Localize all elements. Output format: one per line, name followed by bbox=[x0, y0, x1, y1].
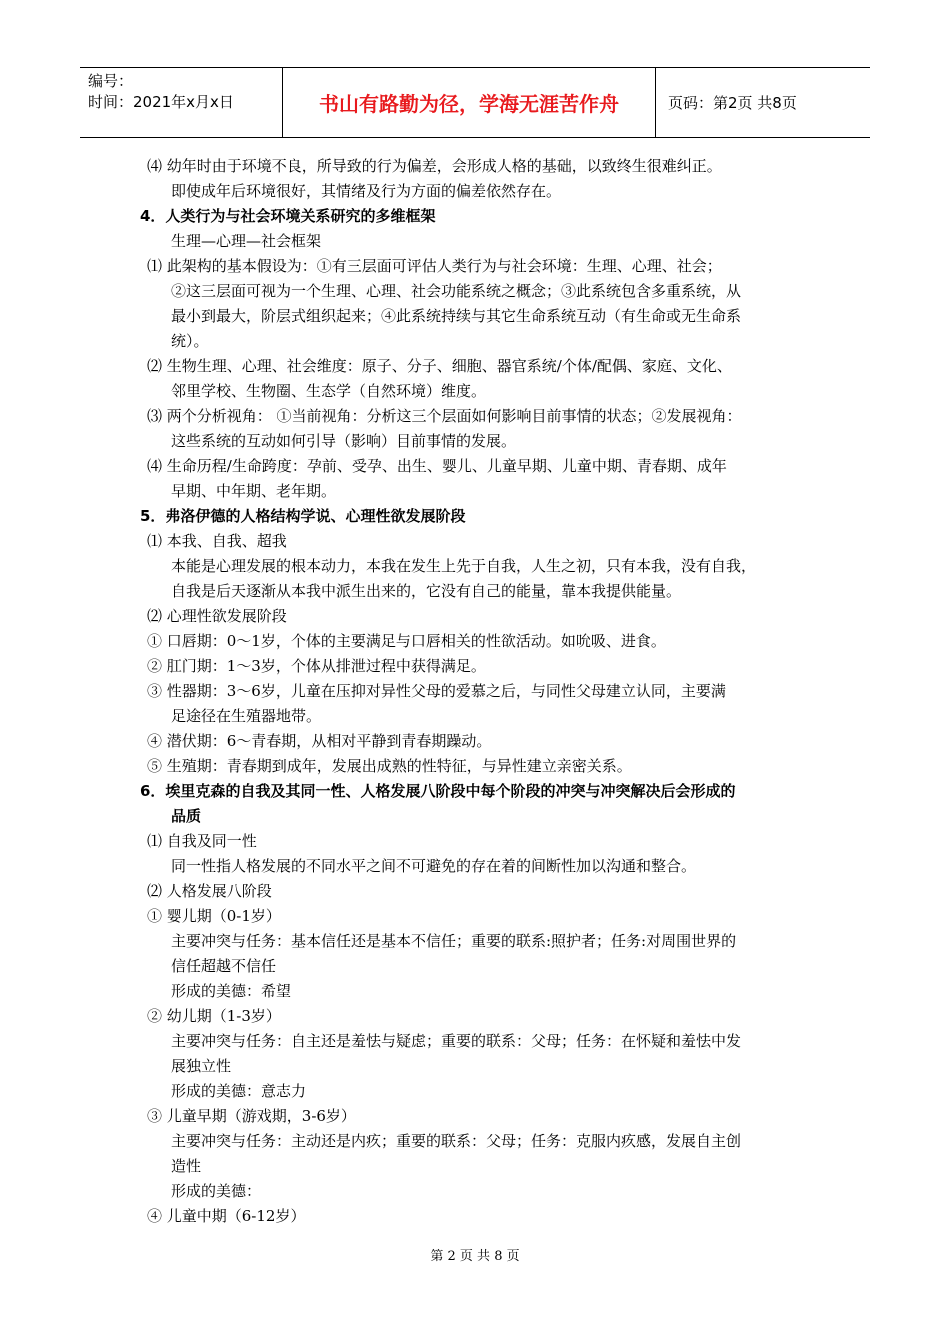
body-line: 早期、中年期、老年期。 bbox=[171, 482, 337, 500]
body-line: 主要冲突与任务：自主还是羞怯与疑虑；重要的联系：父母；任务：在怀疑和羞怯中发 bbox=[171, 1032, 742, 1050]
body-line: 主要冲突与任务：主动还是内疚；重要的联系：父母；任务：克服内疚感，发展自主创 bbox=[171, 1132, 742, 1150]
body-line: 这些系统的互动如何引导（影响）目前事情的发展。 bbox=[171, 432, 517, 450]
document-date: 时间：2021年x月x日 bbox=[88, 93, 234, 111]
body-line: 生理—心理—社会框架 bbox=[171, 232, 322, 250]
body-line: ⑴ 此架构的基本假设为：①有三层面可评估人类行为与社会环境：生理、心理、社会； bbox=[147, 257, 722, 275]
header-page-info-cell bbox=[656, 68, 870, 137]
body-line: ③ 性器期：3～6岁，儿童在压抑对异性父母的爱慕之后，与同性父母建立认同，主要满 bbox=[147, 682, 726, 700]
body-line: 形成的美德： bbox=[171, 1182, 262, 1200]
body-line: 同一性指人格发展的不同水平之间不可避免的存在着的间断性加以沟通和整合。 bbox=[171, 857, 697, 875]
body-line: ⑵ 心理性欲发展阶段 bbox=[147, 607, 287, 625]
body-line: 本能是心理发展的根本动力，本我在发生上先于自我，人生之初，只有本我，没有自我， bbox=[171, 557, 757, 575]
body-line: ⑴ 自我及同一性 bbox=[147, 832, 257, 850]
body-line: ⑷ 幼年时由于环境不良，所导致的行为偏差，会形成人格的基础，以致终生很难纠正。 bbox=[147, 157, 722, 175]
body-line: ② 肛门期：1～3岁，个体从排泄过程中获得满足。 bbox=[147, 657, 486, 675]
document-body bbox=[140, 154, 830, 1229]
body-line: 造性 bbox=[171, 1157, 202, 1175]
section-heading: 5．弗洛伊德的人格结构学说、心理性欲发展阶段 bbox=[140, 507, 466, 525]
body-line: ⑶ 两个分析视角： ①当前视角：分析这三个层面如何影响目前事情的状态；②发展视角： bbox=[147, 407, 742, 425]
body-line: 统）。 bbox=[171, 332, 209, 350]
body-line: ① 婴儿期（0-1岁） bbox=[147, 907, 281, 925]
header-meta bbox=[80, 68, 283, 137]
body-line: 最小到最大，阶层式组织起来；④此系统持续与其它生命系统互动（有生命或无生命系 bbox=[171, 307, 742, 325]
body-line: 即使成年后环境很好，其情绪及行为方面的偏差依然存在。 bbox=[171, 182, 562, 200]
body-line: ⑤ 生殖期：青春期到成年，发展出成熟的性特征，与异性建立亲密关系。 bbox=[147, 757, 632, 775]
document-number-label: 编号： bbox=[88, 72, 134, 90]
body-line: 形成的美德：意志力 bbox=[171, 1082, 307, 1100]
body-line: ⑵ 生物生理、心理、社会维度：原子、分子、细胞、器官系统/个体/配偶、家庭、文化、 bbox=[147, 357, 732, 375]
body-line: ① 口唇期：0～1岁，个体的主要满足与口唇相关的性欲活动。如吮吸、进食。 bbox=[147, 632, 666, 650]
body-line: 主要冲突与任务：基本信任还是基本不信任；重要的联系:照护者；任务:对周围世界的 bbox=[171, 932, 737, 950]
body-line: ⑷ 生命历程/生命跨度：孕前、受孕、出生、婴儿、儿童早期、儿童中期、青春期、成年 bbox=[147, 457, 727, 475]
body-line: 形成的美德：希望 bbox=[171, 982, 292, 1000]
body-line: ④ 潜伏期：6～青春期，从相对平静到青春期躁动。 bbox=[147, 732, 492, 750]
section-heading: 6．埃里克森的自我及其同一性、人格发展八阶段中每个阶段的冲突与冲突解决后会形成的 bbox=[140, 782, 736, 800]
body-line: ⑴ 本我、自我、超我 bbox=[147, 532, 287, 550]
body-line: ④ 儿童中期（6-12岁） bbox=[147, 1207, 306, 1225]
body-line: ② 幼儿期（1-3岁） bbox=[147, 1007, 281, 1025]
section-heading: 4．人类行为与社会环境关系研究的多维框架 bbox=[140, 207, 436, 225]
section-heading: 品质 bbox=[171, 807, 202, 825]
body-line: 展独立性 bbox=[171, 1057, 232, 1075]
body-line: 自我是后天逐渐从本我中派生出来的，它没有自己的能量，靠本我提供能量。 bbox=[171, 582, 682, 600]
body-line: ⑵ 人格发展八阶段 bbox=[147, 882, 272, 900]
header-page-info: 页码：第2页 共8页 bbox=[668, 94, 797, 112]
body-line: 信任超越不信任 bbox=[171, 957, 277, 975]
body-line: ②这三层面可视为一个生理、心理、社会功能系统之概念；③此系统包含多重系统，从 bbox=[171, 282, 742, 300]
header-motto: 书山有路勤为径，学海无涯苦作舟 bbox=[319, 92, 619, 116]
body-line: 足途径在生殖器地带。 bbox=[171, 707, 322, 725]
document-header bbox=[80, 67, 870, 138]
body-line: ③ 儿童早期（游戏期，3-6岁） bbox=[147, 1107, 356, 1125]
page-footer: 第 2 页 共 8 页 bbox=[430, 1249, 520, 1264]
header-motto-cell bbox=[283, 68, 656, 137]
body-line: 邻里学校、生物圈、生态学（自然环境）维度。 bbox=[171, 382, 487, 400]
